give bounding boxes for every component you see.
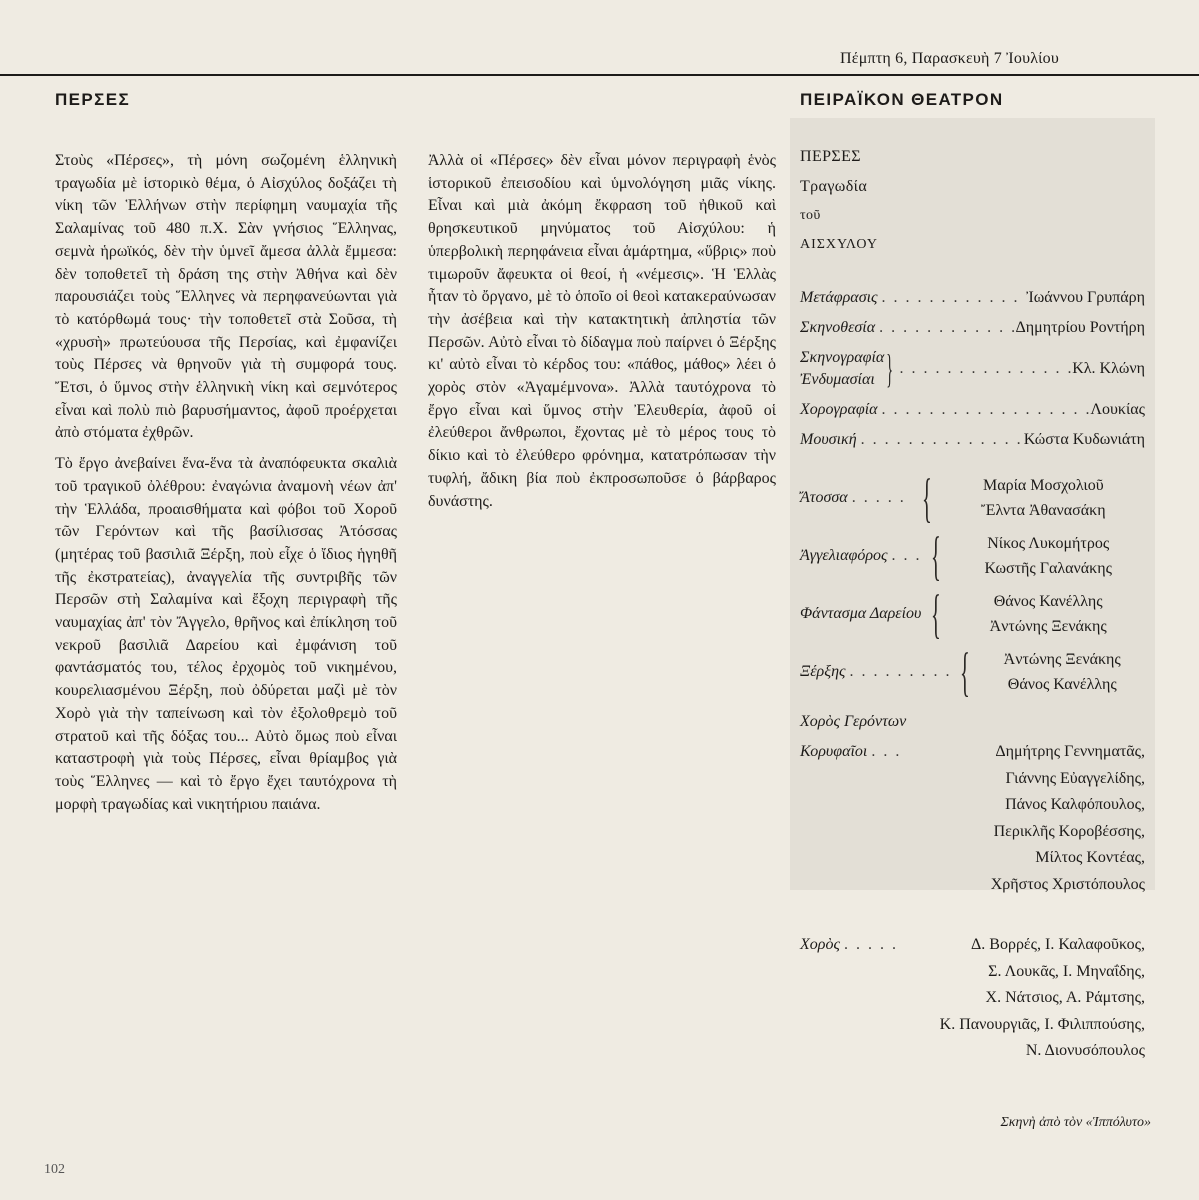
cast-name: Θάνος Κανέλλης bbox=[993, 593, 1103, 610]
cast-name: Ἔλντα Ἀθανασάκη bbox=[980, 502, 1106, 519]
photo-caption: Σκηνὴ ἀπὸ τὸν «Ἱππόλυτο» bbox=[1000, 1115, 1151, 1130]
credit-name: Κλ. Κλώνη bbox=[1072, 360, 1145, 377]
cast-role: Ἀγγελιαφόρος bbox=[800, 547, 888, 564]
leader-dots bbox=[878, 401, 1091, 419]
person-name: Δ. Βορρές, Ι. Καλαφοῦκος, bbox=[971, 936, 1145, 953]
leader-dots bbox=[887, 547, 921, 565]
cast-row bbox=[800, 585, 1145, 643]
chorus-names bbox=[900, 932, 1145, 1065]
credits-list bbox=[800, 142, 1145, 1065]
leader-dots bbox=[848, 489, 912, 507]
page-number: 102 bbox=[44, 1162, 65, 1177]
credit-name: Δημητρίου Ροντήρη bbox=[1015, 319, 1145, 336]
article-column-2 bbox=[428, 150, 776, 513]
coryphaei-names bbox=[905, 739, 1145, 898]
play-of: τοῦ bbox=[800, 208, 821, 223]
cast-name: Ἀντώνης Ξενάκης bbox=[989, 618, 1107, 635]
play-genre: Τραγωδία bbox=[800, 178, 868, 195]
leader-dots bbox=[875, 319, 1015, 337]
cast-row bbox=[800, 469, 1145, 527]
elders-heading: Χορὸς Γερόντων bbox=[800, 713, 907, 730]
cast-role: Ξέρξης bbox=[800, 663, 846, 680]
cast-names bbox=[942, 473, 1145, 523]
person-name: Δημήτρης Γεννηματᾶς, bbox=[995, 743, 1145, 760]
credit-role: Μουσική bbox=[800, 431, 857, 448]
article-heading: ΠΕΡΣΕΣ bbox=[55, 90, 131, 109]
leader-dots bbox=[867, 739, 905, 765]
credit-name: Ἰωάννου Γρυπάρη bbox=[1026, 289, 1145, 306]
person-name: Κ. Πανουργιᾶς, Ι. Φιλιππούσης, bbox=[939, 1015, 1145, 1033]
credit-row bbox=[800, 283, 1145, 313]
leader-dots bbox=[840, 932, 900, 958]
header-date: Πέμπτη 6, Παρασκευὴ 7 Ἰουλίου bbox=[840, 50, 1059, 67]
brace: { bbox=[931, 526, 942, 586]
cast-names bbox=[979, 647, 1145, 697]
leader-dots bbox=[878, 289, 1027, 307]
person-name: Γιάννης Εὐαγγελίδης, bbox=[1005, 769, 1145, 787]
person-name: Ν. Διονυσόπουλος bbox=[1025, 1042, 1145, 1059]
cast-names bbox=[951, 589, 1145, 639]
credit-role-pair bbox=[800, 347, 884, 391]
paragraph: Ἀλλὰ οἱ «Πέρσες» δὲν εἶναι μόνον περιγραφὴ ἑνὸς ἱστορικοῦ ἐπεισοδίου καὶ ὑμνολόγηση μιᾶς νίκης. Εἶναι καὶ μιὰ ἀκόμη ἔκφραση τοῦ ἠθικοῦ καὶ θρησκευτικοῦ μηνύματος τοῦ Αἰσχύλου: ἡ ὑπερβολικὴ περηφάνεια εἶναι ἁμάρτημα, «ὕβρις» ποὺ τιμωροῦν ἄφευκτα οἱ θεοί, ἡ «νέμεσις». Ἡ Ἑλλὰς ἦταν τὸ ὄργανο, μὲ τὸ ὁποῖο οἱ θεοὶ κατακεραύνωσαν τὴν ἀσέβεια καὶ τὴν κατακτητικὴ ἀπληστία τῶν Περσῶν. Αὐτὸ εἶναι τὸ δίδαγμα ποὺ παίρνει ὁ Ξέρξης κι' αὐτὸ εἶναι τὸ κέρδος του: «πάθος, μάθος» λέει ὁ χορὸς στὸν «Ἀγαμέμνονα». Ἀλλὰ ταυτόχρονα τὸ ἔργο εἶναι καὶ ὕμνος στὴν Ἐλευθερία, ἀφοῦ οἱ ἐλεύθεροι ἄνθρωποι, ἔχοντας μὲ τὸ μέρος τους τὸ δίκιο καὶ τὸ ἐλεύθερο φρόνημα, κατατρόπωσαν τὴν τυφλή, ἄδικη βία ποὺ ἐκπροσωποῦσε ὁ βάρβαρος δυνάστης. bbox=[428, 152, 776, 510]
person-name: Πάνος Καλφόπουλος, bbox=[1005, 796, 1145, 813]
credit-role: Μετάφρασις bbox=[800, 289, 878, 306]
cast-role: Φάντασμα Δαρείου bbox=[800, 605, 922, 622]
play-title: ΠΕΡΣΕΣ bbox=[800, 148, 862, 165]
theatre-heading: ΠΕΙΡΑΪΚΟΝ ΘΕΑΤΡΟΝ bbox=[800, 90, 1004, 109]
credit-row bbox=[800, 425, 1145, 455]
brace: { bbox=[959, 642, 970, 702]
brace: { bbox=[931, 584, 942, 644]
person-name: Σ. Λουκᾶς, Ι. Μηναΐδης, bbox=[988, 962, 1145, 980]
article-column-1 bbox=[55, 150, 397, 816]
play-info bbox=[800, 142, 1145, 259]
leader-dots bbox=[857, 431, 1024, 449]
person-name: Χρῆστος Χριστόπουλος bbox=[990, 875, 1145, 893]
person-name: Περικλῆς Κοροβέσσης, bbox=[993, 822, 1145, 840]
cast-role: Ἄτοσσα bbox=[800, 489, 848, 506]
cast-name: Νίκος Λυκομήτρος bbox=[987, 535, 1110, 552]
cast-row bbox=[800, 527, 1145, 585]
header-rule bbox=[0, 74, 1199, 76]
person-name: Χ. Νάτσιος, Α. Ράμτσης, bbox=[985, 989, 1145, 1006]
cast-name: Θάνος Κανέλλης bbox=[1007, 676, 1117, 693]
credit-row-sets bbox=[800, 343, 1145, 395]
credit-name: Λουκίας bbox=[1090, 401, 1145, 418]
cast-names bbox=[951, 531, 1145, 581]
credit-role: Σκηνοθεσία bbox=[800, 319, 876, 336]
cast-row bbox=[800, 643, 1145, 701]
cast-name: Ἀντώνης Ξενάκης bbox=[1003, 651, 1121, 668]
chorus-row bbox=[800, 932, 1145, 1065]
credit-role: Χορογραφία bbox=[800, 401, 878, 418]
coryphaei-row bbox=[800, 739, 1145, 898]
credit-row bbox=[800, 395, 1145, 425]
cast-name: Κωστῆς Γαλανάκης bbox=[984, 560, 1112, 577]
person-name: Μίλτος Κοντέας, bbox=[1035, 849, 1145, 866]
paragraph: Στοὺς «Πέρσες», τὴ μόνη σωζομένη ἑλληνικὴ τραγωδία μὲ ἱστορικὸ θέμα, ὁ Αἰσχύλος δοξάζει τὴ νίκη τῶν Ἑλλήνων στὴν περίφημη ναυμαχία τῆς Σαλαμίνας τοῦ 480 π.Χ. Σὰν γνήσιος Ἕλληνας, σεμνὰ ἡρωϊκός, δὲν τὴν ὑμνεῖ ἄμεσα ἀλλὰ ἔμμεσα: δὲν τοποθετεῖ τὴ δράση της στὴν Ἀθήνα καὶ δὲν παρουσιάζει τοὺς Ἕλληνες νὰ περηφανεύωνται γιὰ τὸ κατόρθωμά τους· τὴν τοποθετεῖ στὰ Σοῦσα, τὴ «χρυσὴ» πρωτεύουσα τῆς Περσίας, καὶ ἐμφανίζει τοὺς Πέρσες νὰ θρηνοῦν γιὰ τὴ συμφορά τους. Ἔτσι, ὁ ὕμνος στὴν ἑλληνικὴ νίκη καὶ σεμνότερος εἶναι καὶ πολὺ πιὸ βαρυσήμαντος, ἀφοῦ προέρχεται ἀπὸ στόματα ἐχθρῶν. bbox=[55, 152, 397, 442]
paragraph: Τὸ ἔργο ἀνεβαίνει ἕνα-ἕνα τὰ ἀναπόφευκτα σκαλιὰ τοῦ τραγικοῦ ὀλέθρου: ἐναγώνια ἀναμονὴ νέων ἀπ' τὴν Ἑλλάδα, προαισθήματα καὶ φόβοι τοῦ Χοροῦ τῶν Γερόντων καὶ τῆς βασίλισσας Ἀτόσσας (μητέρας τοῦ βασιλιᾶ Ξέρξη, ποὺ εἶχε ὁ ἴδιος ἡγηθῆ τῆς ἐκστρατείας), ἀναγγελία τῆς συντριβῆς τῶν Περσῶν στὴ Σαλαμίνα καὶ ἔξοχη περιγραφὴ τῆς ναυμαχίας ἀπ' τὸν Ἄγγελο, θρῆνος καὶ ἐπίκληση τοῦ νεκροῦ βασιλιᾶ Δαρείου καὶ ἐμφάνιση τοῦ φαντάσματός του, τέλος ἐρχομὸς τοῦ νικημένου, κουρελιασμένου Ξέρξη, ποὺ ὀδύρεται μαζὶ μὲ τὸν Χορὸ γιὰ τὴν ταπείνωση καὶ τὸν ἐξολοθρεμὸ τοῦ στρατοῦ καὶ τῆς δόξας του... Αὐτὸ ὅμως ποὺ εἶναι καταστροφὴ γιὰ τοὺς Πέρσες, εἶναι θρίαμβος γιὰ τοὺς Ἕλληνες — καὶ τὸ ἔργο ἔχει ταυτόχρονα τὴ μορφὴ τραγωδίας καὶ νικητήριου παιάνα. bbox=[55, 455, 397, 813]
credit-role: Χορὸς bbox=[800, 936, 840, 953]
credit-name: Κώστα Κυδωνιάτη bbox=[1023, 431, 1145, 448]
leader-dots bbox=[896, 360, 1073, 378]
brace: } bbox=[886, 346, 894, 391]
leader-dots bbox=[846, 663, 950, 681]
play-author: ΑΙΣΧΥΛΟΥ bbox=[800, 237, 878, 252]
brace: { bbox=[921, 468, 932, 528]
credit-role: Σκηνογραφία bbox=[800, 349, 885, 366]
credit-role: Κορυφαῖοι bbox=[800, 743, 868, 760]
credit-role: Ἐνδυμασίαι bbox=[800, 371, 875, 388]
cast-name: Μαρία Μοσχολιοῦ bbox=[982, 477, 1104, 494]
credit-row bbox=[800, 313, 1145, 343]
